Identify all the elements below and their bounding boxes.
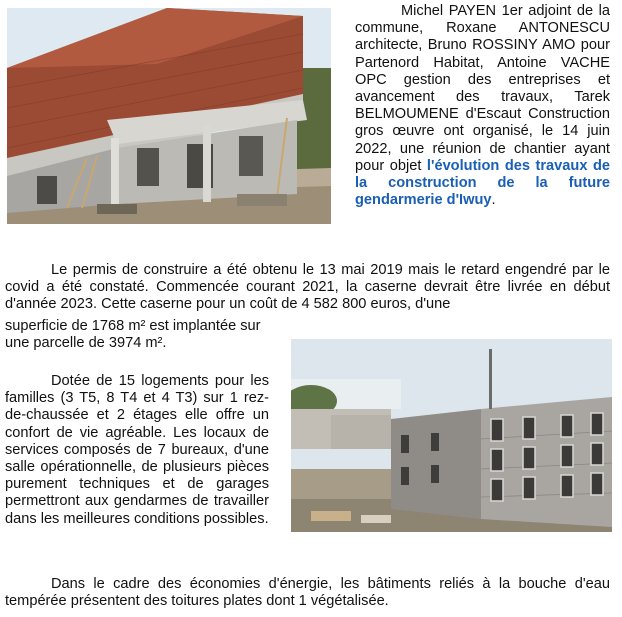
housing-text: Dotée de 15 logements pour les familles (3 T5, 8 T4 et 4 T3) sur 1 rez-de-chaussée et 2 étages elle offre un confort de vie agréable. Les locaux de services composés de 7 bureaux, d'une salle opérationnelle, de plusieurs pièces purement techniques et de garages permettront aux gendarmes de travailler dans les meilleures conditions possibles.	[5, 373, 269, 527]
project-highlight: l'évolution des travaux de la construction de la future gendarmerie d'Iwuy	[355, 157, 610, 209]
construction-photo-1-drawing	[7, 8, 331, 224]
permit-paragraph	[5, 262, 610, 314]
energy-text: Dans le cadre des économies d'énergie, les bâtiments reliés à la bouche d'eau tempérée présentent des toitures plates dont 1 végétalisée.	[5, 576, 610, 610]
construction-photo-2	[291, 339, 612, 532]
permit-text: Le permis de construire a été obtenu le 13 mai 2019 mais le retard engendré par le covid a été constaté. Commencée courant 2021, la caserne devrait être livrée en début d'année 2023. Cette caserne pour un coût de 4 582 800 euros, d'une	[5, 262, 610, 313]
intro-end: .	[491, 192, 496, 209]
intro-text: Michel PAYEN 1er adjoint de la commune, Roxane ANTONESCU architecte, Bruno ROSSINY AMO pour Partenord Habitat, Antoine VACHE OPC gestion des entreprises et avancement des travaux, Tarek BELMOUMENE d'Escaut Construction gros œuvre ont organisé, le 14 juin 2022, une réunion de chantier ayant pour objet	[355, 3, 610, 174]
construction-photo-2-drawing	[291, 339, 612, 532]
intro-paragraph	[355, 3, 610, 209]
energy-paragraph	[5, 576, 610, 610]
housing-paragraph	[5, 373, 269, 528]
permit-text-continued: superficie de 1768 m² est implantée sur une parcelle de 3974 m².	[5, 318, 261, 352]
construction-photo-1	[7, 8, 331, 224]
permit-paragraph-continued	[5, 318, 275, 352]
